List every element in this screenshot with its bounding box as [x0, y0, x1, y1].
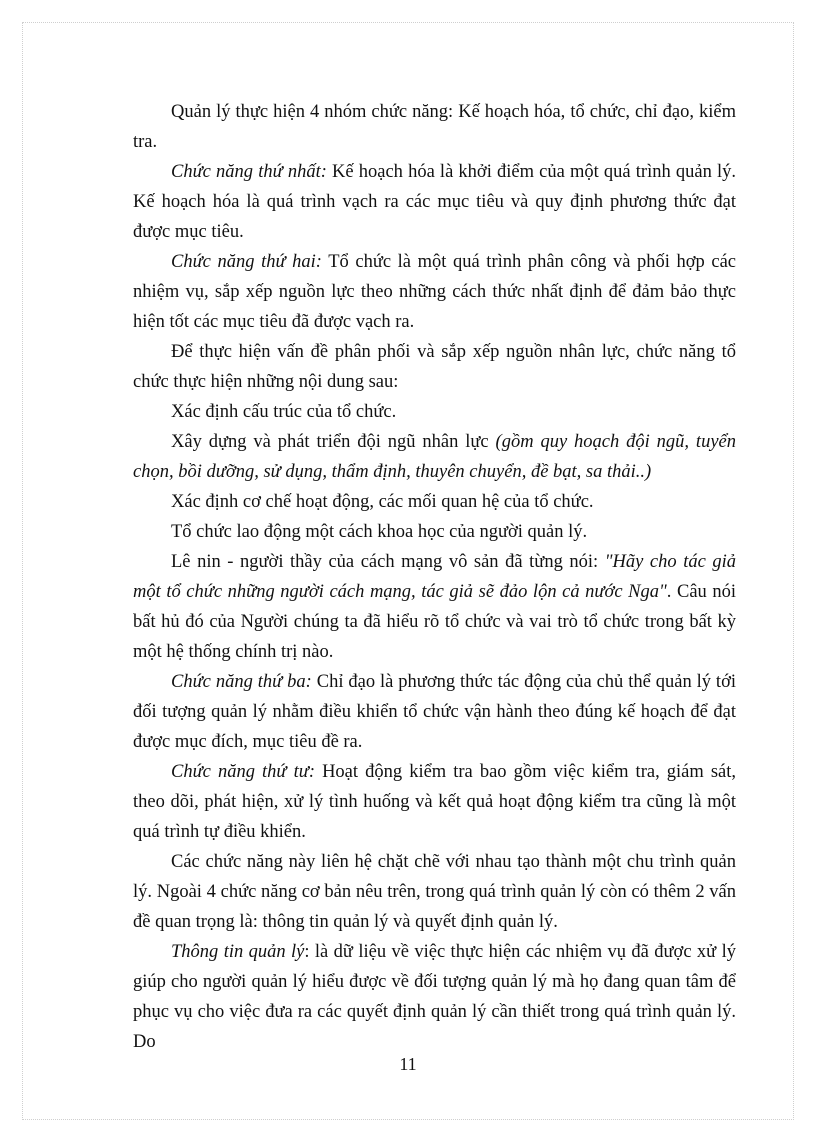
- paragraph-9: Lê nin - người thầy của cách mạng vô sản đã từng nói: "Hãy cho tác giả một tổ chức những người cách mạng, tác giả sẽ đảo lộn cả nước Nga". Câu nói bất hủ đó của Người chúng ta đã hiểu rõ tổ chức và vai trò tổ chức trong bất kỳ một hệ thống chính trị nào.: [133, 552, 736, 662]
- paragraph-2: Chức năng thứ nhất: Kế hoạch hóa là khởi điểm của một quá trình quản lý. Kế hoạch hóa là quá trình vạch ra các mục tiêu và quy định phương thức đạt được mục tiêu.: [133, 162, 736, 242]
- paragraph-4: Để thực hiện vấn đề phân phối và sắp xếp nguồn nhân lực, chức năng tổ chức thực hiện những nội dung sau:: [133, 342, 736, 392]
- paragraph-8: Tổ chức lao động một cách khoa học của người quản lý.: [171, 522, 588, 542]
- document-body: [133, 97, 736, 1057]
- paragraph-1: Quản lý thực hiện 4 nhóm chức năng: Kế hoạch hóa, tổ chức, chỉ đạo, kiểm tra.: [133, 102, 736, 152]
- paragraph-7: Xác định cơ chế hoạt động, các mối quan hệ của tổ chức.: [171, 492, 594, 512]
- page-number: 11: [399, 1054, 417, 1074]
- paragraph-12: Các chức năng này liên hệ chặt chẽ với nhau tạo thành một chu trình quản lý. Ngoài 4 chức năng cơ bản nêu trên, trong quá trình quản lý còn có thêm 2 vấn đề quan trọng là: thông tin quản lý và quyết định quản lý.: [133, 852, 736, 932]
- paragraph-11: Chức năng thứ tư: Hoạt động kiểm tra bao gồm việc kiểm tra, giám sát, theo dõi, phát hiện, xử lý tình huống và kết quả hoạt động kiểm tra cũng là một quá trình tự điều khiển.: [133, 762, 737, 842]
- paragraph-tail: (gồm quy hoạch đội ngũ, tuyển chọn, bồi dưỡng, sử dụng, thẩm định, thuyên chuyển, đề bạt, sa thải..): [133, 432, 736, 482]
- paragraph-lead: Chức năng thứ nhất:: [171, 162, 327, 182]
- paragraph-13: Thông tin quản lý: là dữ liệu về việc thực hiện các nhiệm vụ đã được xử lý giúp cho người quản lý hiểu được về đối tượng quản lý mà họ đang quan tâm để phục vụ cho việc đưa ra các quyết định quản lý cần thiết trong quá trình quản lý. Do: [133, 942, 736, 1052]
- paragraph-6: Xây dựng và phát triển đội ngũ nhân lực (gồm quy hoạch đội ngũ, tuyển chọn, bồi dưỡng, sử dụng, thẩm định, thuyên chuyển, đề bạt, sa thải..): [133, 432, 736, 482]
- lenin-quote: "Hãy cho tác giả một tổ chức những người cách mạng, tác giả sẽ đảo lộn cả nước Nga": [133, 552, 736, 602]
- paragraph-lead: Chức năng thứ ba:: [171, 672, 312, 692]
- paragraph-lead: Thông tin quản lý: [171, 942, 305, 962]
- paragraph-lead: Chức năng thứ tư:: [171, 762, 315, 782]
- paragraph-5: Xác định cấu trúc của tổ chức.: [171, 402, 397, 422]
- paragraph-10: Chức năng thứ ba: Chỉ đạo là phương thức tác động của chủ thể quản lý tới đối tượng quản lý nhằm điều khiển tổ chức vận hành theo đúng kế hoạch để đạt được mục đích, mục tiêu đề ra.: [133, 672, 736, 752]
- paragraph-3: Chức năng thứ hai: Tổ chức là một quá trình phân công và phối hợp các nhiệm vụ, sắp xếp nguồn lực theo những cách thức nhất định để đảm bảo thực hiện tốt các mục tiêu đã được vạch ra.: [133, 252, 737, 332]
- paragraph-lead: Chức năng thứ hai:: [171, 252, 322, 272]
